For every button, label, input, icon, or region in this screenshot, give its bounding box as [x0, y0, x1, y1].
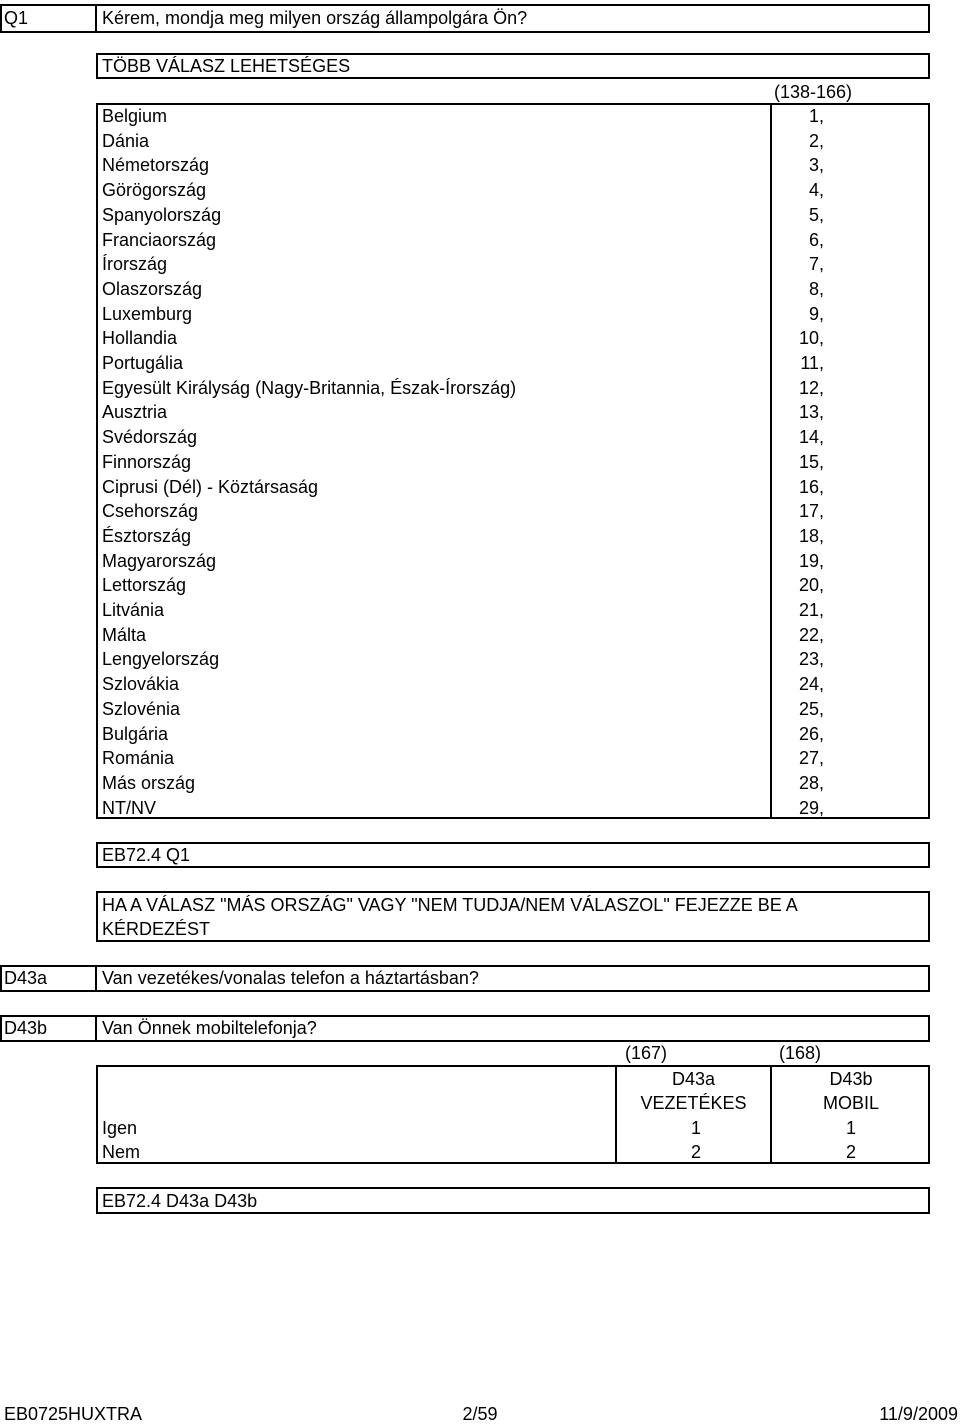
d43-col2-name: D43b [829, 1069, 873, 1089]
q1-option-label: Szlovákia [102, 674, 180, 694]
q1-option-code: 18, [798, 526, 824, 546]
q1-header-divider [95, 4, 97, 33]
q1-option-code: 3, [808, 155, 824, 175]
q1-option-code: 23, [798, 649, 824, 669]
d43-col1-sub: VEZETÉKES [640, 1093, 747, 1113]
d43-row-yes-label: Igen [102, 1118, 138, 1138]
q1-option-label: Szlovénia [102, 699, 181, 719]
q1-option-code: 19, [798, 551, 824, 571]
d43-row-yes-col1: 1 [690, 1118, 701, 1138]
q1-option-label: Dánia [102, 131, 150, 151]
q1-option-label: Csehország [102, 501, 199, 521]
q1-option-code: 29, [798, 798, 824, 818]
q1-option-label: Olaszország [102, 279, 203, 299]
q1-option-label: Lettország [102, 575, 187, 595]
q1-option-label: Észtország [102, 526, 192, 546]
d43a-divider [95, 965, 97, 992]
q1-option-label: Németország [102, 155, 210, 175]
d43b-id: D43b [4, 1018, 48, 1038]
q1-option-code: 5, [808, 205, 824, 225]
d43-source: EB72.4 D43a D43b [102, 1191, 258, 1211]
q1-option-label: Bulgária [102, 724, 169, 744]
d43-col2-sub: MOBIL [822, 1093, 879, 1113]
q1-option-label: Portugália [102, 353, 184, 373]
d43-row-no-col1: 2 [690, 1142, 701, 1162]
q1-column-code: (138-166) [774, 82, 853, 102]
q1-option-code: 2, [808, 131, 824, 151]
q1-option-code: 13, [798, 402, 824, 422]
d43-row-no-label: Nem [102, 1142, 141, 1162]
d43b-divider [95, 1015, 97, 1042]
q1-option-label: Ausztria [102, 402, 168, 422]
d43-col1-name: D43a [671, 1069, 716, 1089]
d43-row-no-col2: 2 [845, 1142, 856, 1162]
q1-option-label: Spanyolország [102, 205, 222, 225]
q1-option-code: 28, [798, 773, 824, 793]
q1-id: Q1 [4, 8, 29, 28]
q1-option-code: 26, [798, 724, 824, 744]
q1-source-box [96, 842, 930, 868]
q1-option-code: 6, [808, 230, 824, 250]
q1-option-code: 27, [798, 748, 824, 768]
q1-option-code: 24, [798, 674, 824, 694]
q1-option-code: 9, [808, 304, 824, 324]
q1-option-label: Belgium [102, 106, 168, 126]
q1-option-code: 25, [798, 699, 824, 719]
q1-question: Kérem, mondja meg milyen ország állampolgára Ön? [102, 8, 528, 28]
q1-option-code: 14, [798, 427, 824, 447]
footer-date: 11/9/2009 [879, 1404, 958, 1424]
q1-instruction: TÖBB VÁLASZ LEHETSÉGES [102, 56, 351, 76]
q1-option-label: Írország [102, 254, 168, 274]
q1-option-code: 4, [808, 180, 824, 200]
q1-option-label: Görögország [102, 180, 207, 200]
q1-option-label: Ciprusi (Dél) - Köztársaság [102, 477, 319, 497]
d43b-question: Van Önnek mobiltelefonja? [102, 1018, 317, 1038]
q1-option-code: 15, [798, 452, 824, 472]
q1-option-code: 7, [808, 254, 824, 274]
d43-row-yes-col2: 1 [845, 1118, 856, 1138]
footer-doc-id: EB0725HUXTRA [4, 1404, 143, 1424]
q1-option-label: Más ország [102, 773, 196, 793]
q1-option-code: 8, [808, 279, 824, 299]
q1-option-label: Lengyelország [102, 649, 220, 669]
q1-option-code: 1, [808, 106, 824, 126]
q1-option-label: Hollandia [102, 328, 178, 348]
q1-option-label: Magyarország [102, 551, 217, 571]
q1-option-code: 11, [800, 353, 824, 373]
q1-option-code: 17, [798, 501, 824, 521]
q1-option-label: Svédország [102, 427, 198, 447]
footer-page: 2/59 [462, 1404, 498, 1424]
q1-option-code: 10, [798, 328, 824, 348]
d43a-question: Van vezetékes/vonalas telefon a háztartásban? [102, 968, 479, 988]
q1-option-code: 12, [798, 378, 824, 398]
q1-option-code: 20, [798, 575, 824, 595]
q1-option-label: Románia [102, 748, 175, 768]
d43a-id: D43a [4, 968, 48, 988]
q1-option-label: Málta [102, 625, 147, 645]
q1-source: EB72.4 Q1 [102, 845, 191, 865]
q1-option-label: Franciaország [102, 230, 217, 250]
q1-option-label: Litvánia [102, 600, 165, 620]
q1-option-code: 22, [798, 625, 824, 645]
q1-option-label: Luxemburg [102, 304, 193, 324]
q1-option-label: NT/NV [102, 798, 156, 818]
q1-option-label: Finnország [102, 452, 192, 472]
q1-option-code: 21, [798, 600, 824, 620]
q1-option-code: 16, [798, 477, 824, 497]
q1-routing-note: HA A VÁLASZ "MÁS ORSZÁG" VAGY "NEM TUDJA/NEM VÁLASZOL" FEJEZZE BE A KÉRDEZÉST [102, 895, 797, 939]
q1-option-label: Egyesült Királyság (Nagy-Britannia, Észak-Írország) [102, 378, 517, 398]
d43-col2-code: (168) [778, 1043, 822, 1063]
d43-col1-code: (167) [624, 1043, 668, 1063]
